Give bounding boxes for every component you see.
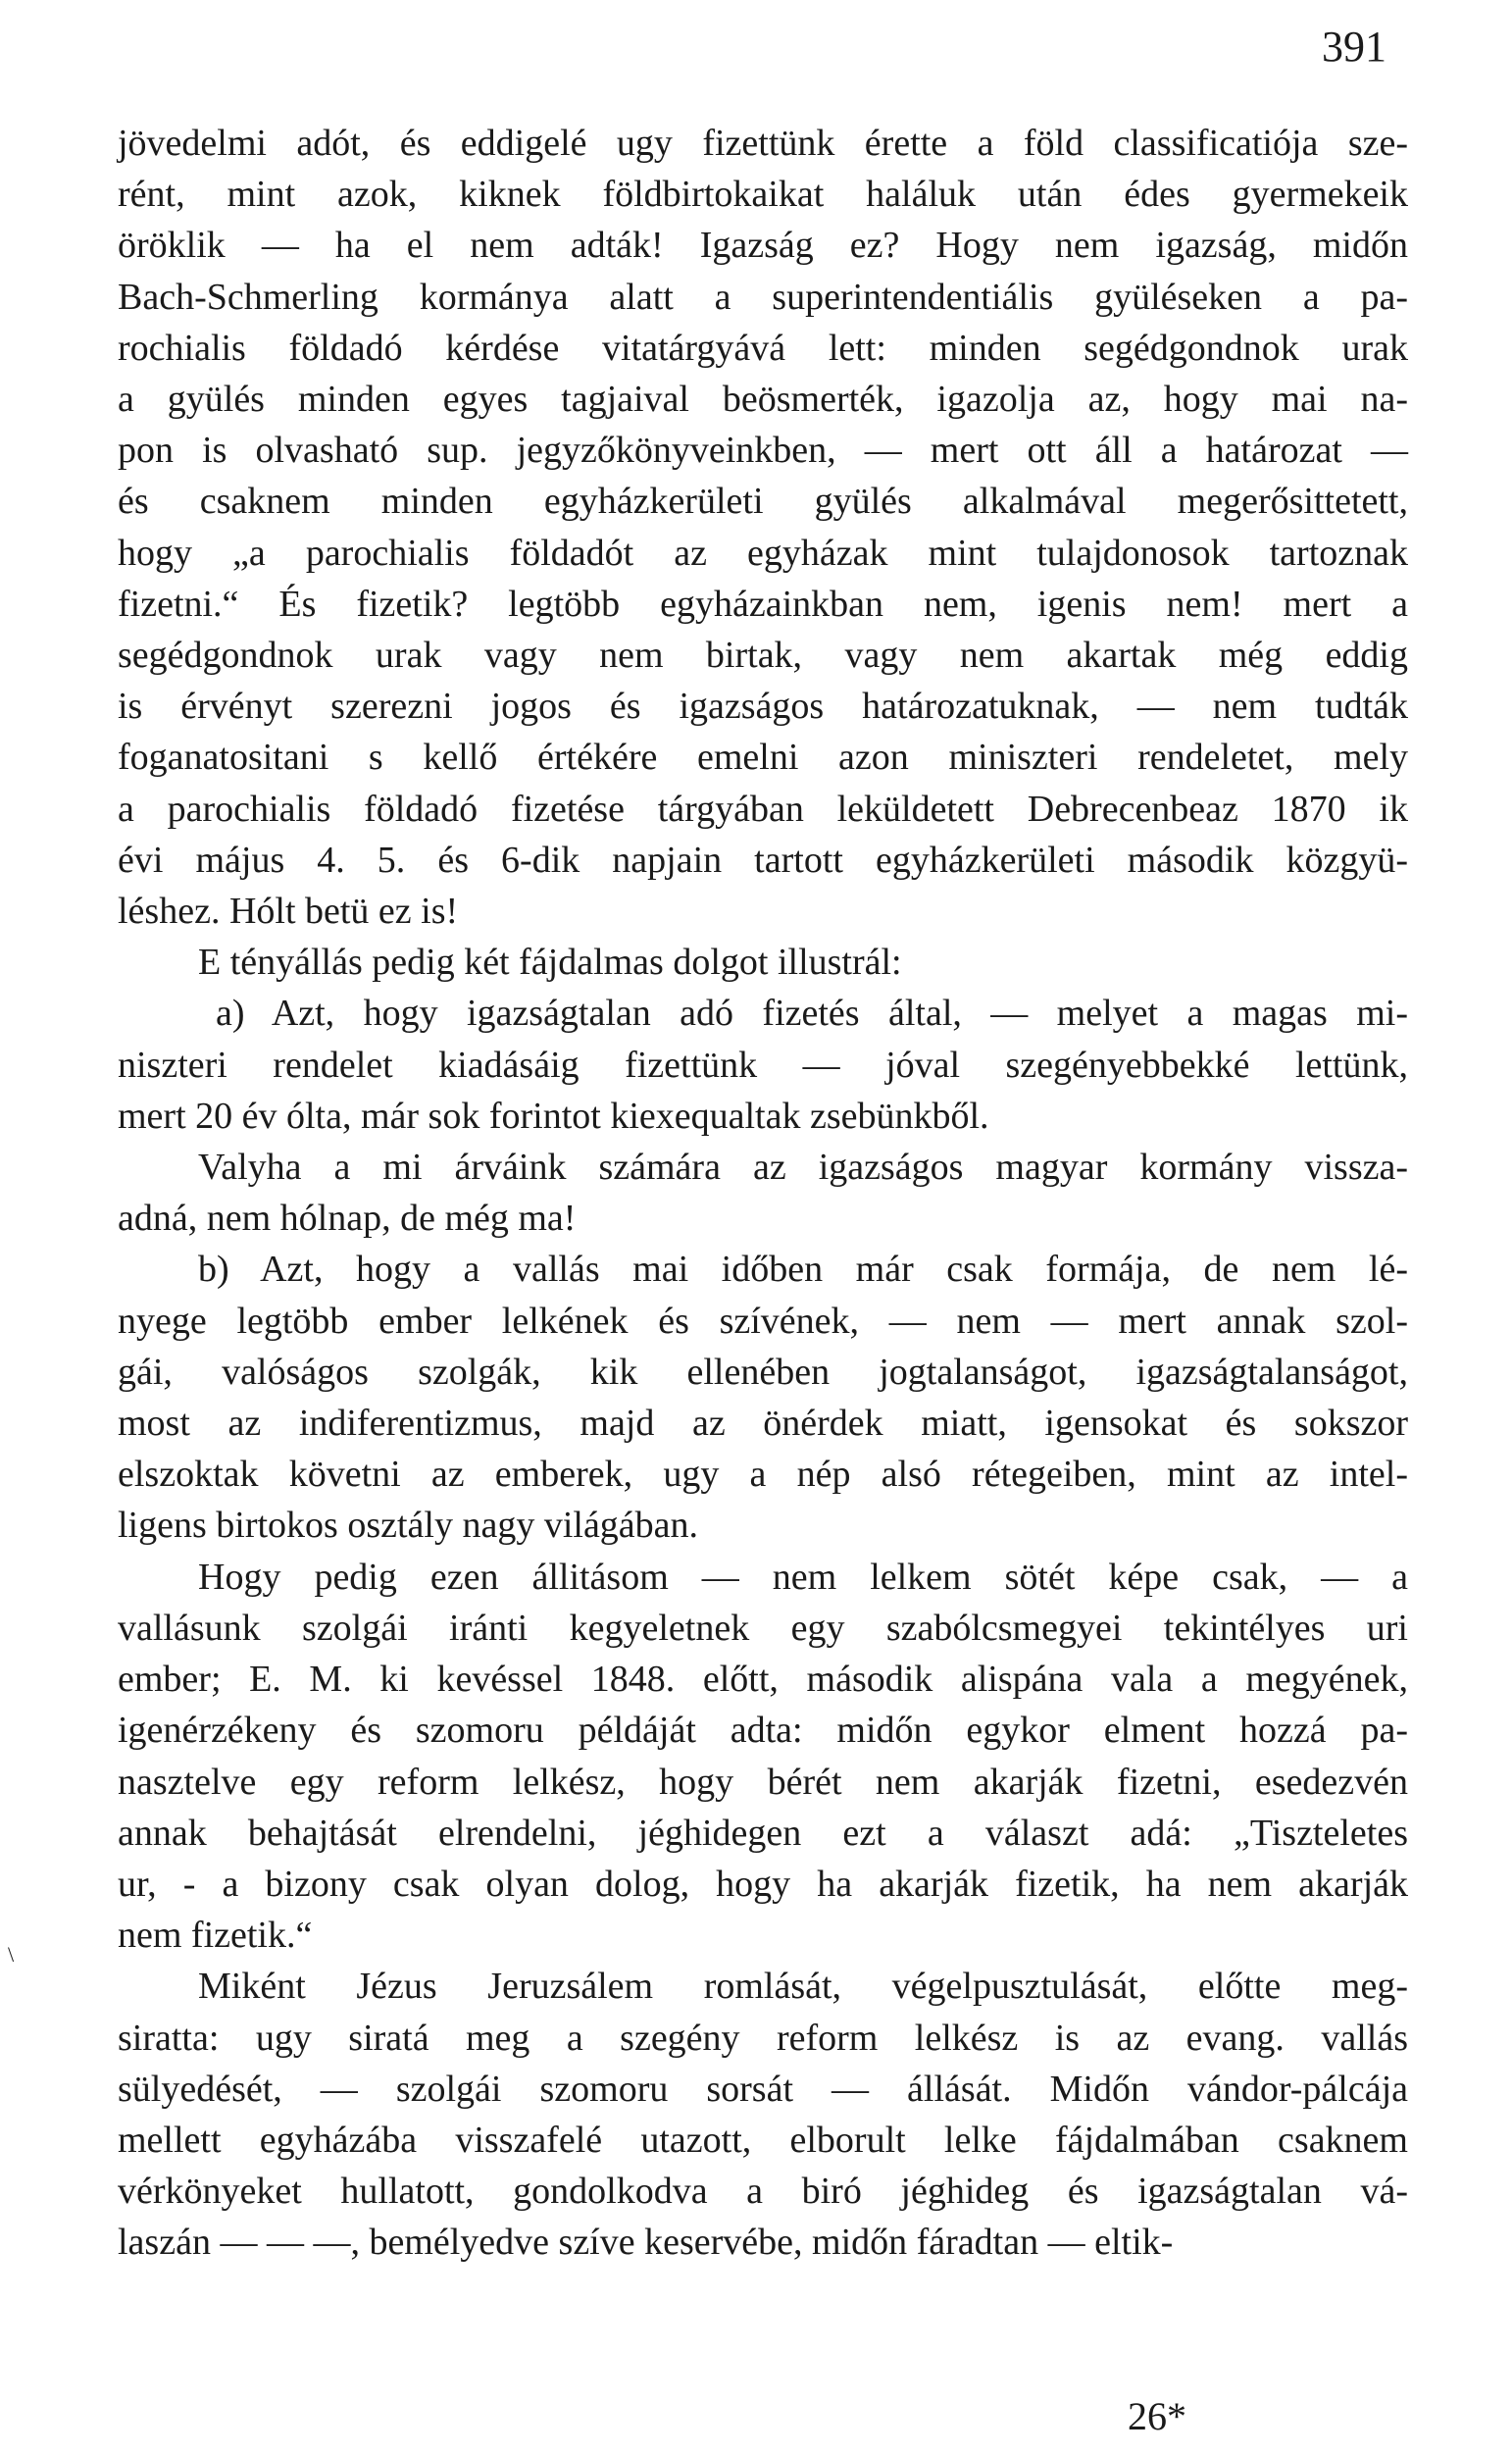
- text-line: Hogy pedig ezen állitásom — nem lelkem sötét képe csak, — a: [198, 1556, 1408, 1598]
- text-line: vérkönyeket hullatott, gondolkodva a biró jéghideg és igazságtalan vá-: [118, 2171, 1408, 2213]
- text-line: nem fizetik.“: [118, 1915, 313, 1957]
- text-line: igenérzékeny és szomoru példáját adta: midőn egykor elment hozzá pa-: [118, 1710, 1408, 1752]
- text-line: gái, valóságos szolgák, kik ellenében jogtalanságot, igazságtalanságot,: [118, 1351, 1408, 1393]
- text-line: mellett egyházába visszafelé utazott, elborult lelke fájdalmában csaknem: [118, 2119, 1408, 2161]
- stray-mark: \: [8, 1942, 15, 1967]
- text-line: elszoktak követni az emberek, ugy a nép alsó rétegeiben, mint az intel-: [118, 1454, 1408, 1496]
- text-line: ember; E. M. ki kevéssel 1848. előtt, második alispána vala a megyének,: [118, 1659, 1408, 1701]
- text-line: a gyülés minden egyes tagjaival beösmerték, igazolja az, hogy mai na-: [118, 379, 1408, 421]
- text-line: annak behajtását elrendelni, jéghidegen ezt a választ adá: „Tiszteletes: [118, 1812, 1408, 1854]
- text-line: léshez. Hólt betü ez is!: [118, 891, 459, 933]
- text-line: jövedelmi adót, és eddigelé ugy fizettünk érette a föld classificatiója sze-: [118, 123, 1408, 164]
- text-line: a parochialis földadó fizetése tárgyában leküldetett Debrecenbeaz 1870 ik: [118, 788, 1408, 830]
- text-line: nyege legtöbb ember lelkének és szívének, — nem — mert annak szol-: [118, 1300, 1408, 1342]
- text-line: Miként Jézus Jeruzsálem romlását, végelpusztulását, előtte meg-: [198, 1966, 1408, 2008]
- text-line: nasztelve egy reform lelkész, hogy bérét nem akarják fizetni, esedezvén: [118, 1761, 1408, 1803]
- text-line: is érvényt szerezni jogos és igazságos határozatuknak, — nem tudták: [118, 686, 1408, 728]
- text-line: fizetni.“ És fizetik? legtöbb egyházainkban nem, igenis nem! mert a: [118, 583, 1408, 625]
- text-line: évi május 4. 5. és 6-dik napjain tartott egyházkerületi második közgyü-: [118, 839, 1408, 881]
- text-line: adná, nem hólnap, de még ma!: [118, 1198, 577, 1240]
- text-line: rént, mint azok, kiknek földbirtokaikat haláluk után édes gyermekeik: [118, 174, 1408, 216]
- body-text: [118, 118, 1408, 2269]
- text-line: sülyedését, — szolgái szomoru sorsát — állását. Midőn vándor-pálcája: [118, 2068, 1408, 2110]
- text-line: vallásunk szolgái iránti kegyeletnek egy szabólcsmegyei tekintélyes uri: [118, 1607, 1408, 1649]
- text-line: b) Azt, hogy a vallás mai időben már csak formája, de nem lé-: [198, 1249, 1408, 1291]
- text-line: siratta: ugy siratá meg a szegény reform lelkész is az evang. vallás: [118, 2017, 1408, 2059]
- text-line: E tényállás pedig két fájdalmas dolgot illustrál:: [198, 942, 902, 984]
- text-line: niszteri rendelet kiadásáig fizettünk — jóval szegényebbekké lettünk,: [118, 1044, 1408, 1086]
- text-line: a) Azt, hogy igazságtalan adó fizetés által, — melyet a magas mi-: [216, 993, 1408, 1035]
- text-line: hogy „a parochialis földadót az egyházak mint tulajdonosok tartoznak: [118, 532, 1408, 574]
- text-line: rochialis földadó kérdése vitatárgyává lett: minden segédgondnok urak: [118, 327, 1408, 369]
- text-line: segédgondnok urak vagy nem birtak, vagy nem akartak még eddig: [118, 635, 1408, 677]
- text-line: pon is olvasható sup. jegyzőkönyveinkben, — mert ott áll a határozat —: [118, 430, 1408, 472]
- text-line: és csaknem minden egyházkerületi gyülés alkalmával megerősittetett,: [118, 481, 1408, 523]
- text-line: ligens birtokos osztály nagy világában.: [118, 1505, 699, 1547]
- text-line: laszán — — —, bemélyedve szíve keservébe, midőn fáradtan — eltik-: [118, 2222, 1174, 2264]
- text-line: Bach-Schmerling kormánya alatt a superintendentiális gyüléseken a pa-: [118, 276, 1408, 318]
- text-line: Valyha a mi árváink számára az igazságos magyar kormány vissza-: [198, 1147, 1408, 1189]
- page-number: 391: [1322, 23, 1386, 71]
- text-line: foganatositani s kellő értékére emelni azon miniszteri rendeletet, mely: [118, 737, 1408, 779]
- text-line: ur, - a bizony csak olyan dolog, hogy ha akarják fizetik, ha nem akarják: [118, 1863, 1408, 1905]
- text-line: öröklik — ha el nem adták! Igazság ez? Hogy nem igazság, midőn: [118, 225, 1408, 267]
- text-line: mert 20 év ólta, már sok forintot kiexequaltak zsebünkből.: [118, 1095, 989, 1137]
- text-line: most az indiferentizmus, majd az önérdek miatt, igensokat és sokszor: [118, 1403, 1408, 1445]
- printer-signature: 26*: [1128, 2394, 1186, 2438]
